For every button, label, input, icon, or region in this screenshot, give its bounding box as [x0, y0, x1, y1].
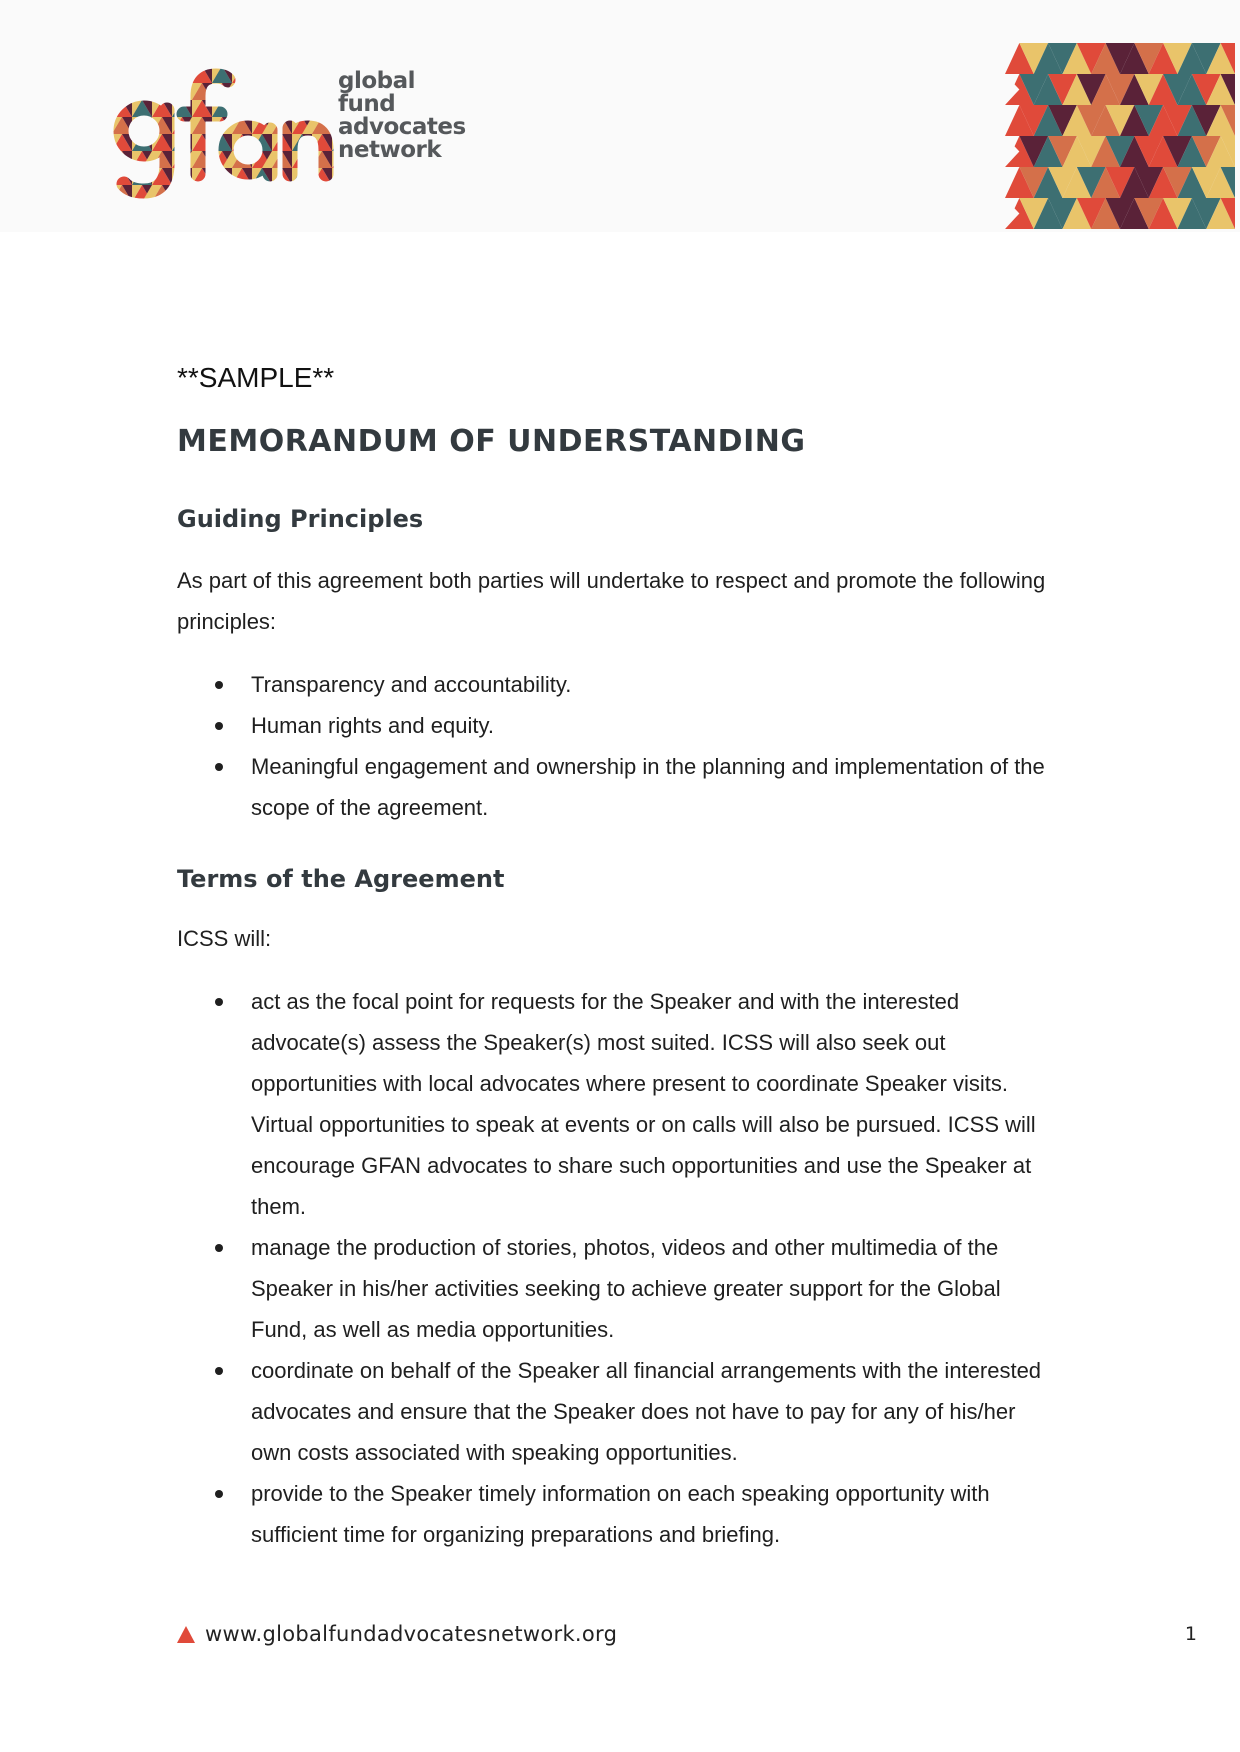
bullet-icon: [215, 998, 223, 1006]
list-item: [177, 1227, 1057, 1350]
terms-intro: ICSS will:: [177, 926, 272, 951]
list-item-text: manage the production of stories, photos, videos and other multimedia of the Speaker in his/her activities seeking to achieve greater support for the Global Fund, as well as media opportunities.: [251, 1235, 1001, 1342]
decorative-triangle-pattern: [1005, 43, 1235, 229]
list-item-text: Human rights and equity.: [251, 713, 494, 738]
page-footer: [177, 1620, 1197, 1650]
website-link[interactable]: www.globalfundadvocatesnetwork.org: [205, 1622, 618, 1646]
list-item: [177, 981, 1057, 1227]
logo-wordmark: [338, 70, 466, 162]
sample-label: **SAMPLE**: [177, 362, 335, 393]
list-item: [177, 1473, 1057, 1555]
section-heading-terms: Terms of the Agreement: [177, 865, 505, 893]
list-item: [177, 705, 1057, 746]
bullet-icon: [215, 722, 223, 730]
bullet-icon: [215, 681, 223, 689]
list-item-text: act as the focal point for requests for the Speaker and with the interested advocate(s) assess the Speaker(s) most suited. ICSS will also seek out opportunities with local advocates where present to coordinate Speaker visits. Virtual opportunities to speak at events or on calls will also be pursued. ICSS will encourage GFAN advocates to share such opportunities and use the Speaker at them.: [251, 989, 1036, 1219]
gfan-logo: [112, 66, 466, 206]
guiding-principles-list: [177, 664, 1057, 828]
list-item: [177, 1350, 1057, 1473]
gfan-logo-mark: [112, 66, 342, 206]
bullet-icon: [215, 1367, 223, 1375]
list-item-text: Transparency and accountability.: [251, 672, 572, 697]
document-title: MEMORANDUM OF UNDERSTANDING: [177, 424, 806, 459]
triangle-icon: [177, 1626, 195, 1643]
guiding-principles-intro: As part of this agreement both parties will undertake to respect and promote the following principles:: [177, 568, 1046, 634]
logo-line-3: advocates: [338, 114, 466, 140]
document-body: [177, 352, 1057, 1555]
page-number: 1: [1184, 1623, 1197, 1645]
list-item: [177, 746, 1057, 828]
logo-line-1: global: [338, 68, 416, 94]
bullet-icon: [215, 1490, 223, 1498]
list-item-text: Meaningful engagement and ownership in the planning and implementation of the scope of the agreement.: [251, 754, 1045, 820]
section-heading-guiding-principles: Guiding Principles: [177, 505, 424, 533]
list-item-text: provide to the Speaker timely information on each speaking opportunity with sufficient time for organizing preparations and briefing.: [251, 1481, 990, 1547]
logo-line-4: network: [338, 137, 442, 163]
bullet-icon: [215, 763, 223, 771]
logo-line-2: fund: [338, 91, 396, 117]
terms-list: [177, 981, 1057, 1555]
bullet-icon: [215, 1244, 223, 1252]
list-item: [177, 664, 1057, 705]
list-item-text: coordinate on behalf of the Speaker all financial arrangements with the interested advocates and ensure that the Speaker does not have to pay for any of his/her own costs associated with speaking opportunities.: [251, 1358, 1042, 1465]
